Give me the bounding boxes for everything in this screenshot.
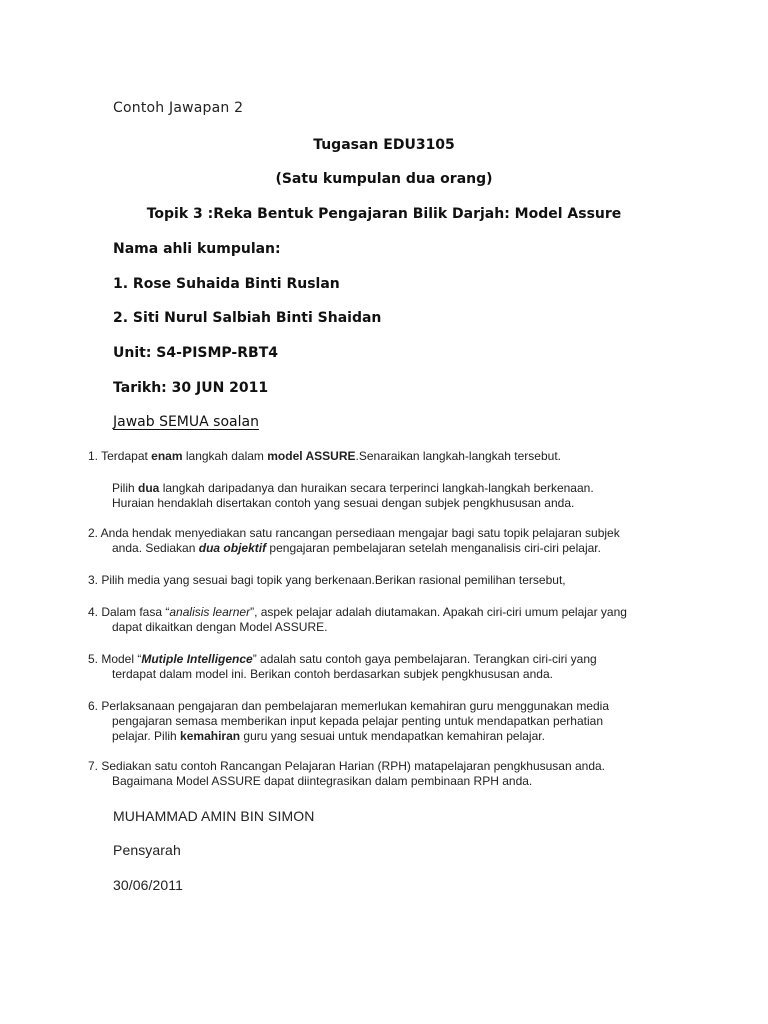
q5-line2: terdapat dalam model ini. Berikan contoh berdasarkan subjek pengkhususan anda.	[112, 667, 553, 681]
q1-bold-1: enam	[151, 449, 183, 463]
q6-line3-prefix: pelajar. Pilih	[112, 729, 181, 743]
q1-middle: langkah dalam	[182, 449, 268, 463]
unit-line: Unit: S4-PISMP-RBT4	[113, 345, 278, 361]
q1-note-line2: Huraian hendaklah disertakan contoh yang sesuai dengan subjek pengkhususan anda.	[112, 496, 575, 510]
q1-suffix: .Senaraikan langkah-langkah tersebut.	[355, 449, 561, 463]
q6-line3-suffix: guru yang sesuai untuk mendapatkan kemahiran pelajar.	[240, 729, 545, 743]
q1-note-line1-suffix: langkah daripadanya dan huraikan secara terperinci langkah-langkah berkenaan.	[159, 481, 594, 495]
q4-line1-suffix: ”, aspek pelajar adalah diutamakan. Apakah ciri-ciri umum pelajar yang	[250, 605, 627, 619]
document-title: Tugasan EDU3105	[313, 137, 455, 153]
q3-line1: 3. Pilih media yang sesuai bagi topik yang berkenaan.Berikan rasional pemilihan tersebut,	[88, 573, 566, 587]
signoff-role: Pensyarah	[113, 842, 181, 858]
document-topic: Topik 3 :Reka Bentuk Pengajaran Bilik Darjah: Model Assure	[146, 206, 622, 222]
q5-line1-bold-italic: Mutiple Intelligence	[141, 652, 253, 666]
question-3	[88, 573, 738, 588]
question-6	[88, 699, 738, 744]
q4-line1-italic: analisis learner	[169, 605, 251, 619]
question-7	[88, 759, 738, 789]
member-1: 1. Rose Suhaida Binti Ruslan	[113, 276, 340, 292]
q1-note-prefix: Pilih	[112, 481, 139, 495]
document-intro: Contoh Jawapan 2	[113, 100, 244, 116]
q2-line2-suffix: pengajaran pembelajaran setelah menganalisis ciri-ciri pelajar.	[266, 541, 601, 555]
question-4	[88, 605, 738, 635]
document-subtitle: (Satu kumpulan dua orang)	[275, 171, 493, 187]
question-2	[88, 526, 738, 556]
signoff-name: MUHAMMAD AMIN BIN SIMON	[113, 808, 315, 824]
q2-line2-prefix: anda. Sediakan	[112, 541, 199, 555]
q4-line2: dapat dikaitkan dengan Model ASSURE.	[112, 620, 328, 634]
member-2: 2. Siti Nurul Salbiah Binti Shaidan	[113, 310, 382, 326]
q1-note-bold: dua	[138, 481, 160, 495]
q7-line2: Bagaimana Model ASSURE dapat diintegrasikan dalam pembinaan RPH anda.	[112, 774, 533, 788]
question-1-note	[112, 481, 732, 511]
date-line: Tarikh: 30 JUN 2011	[113, 380, 269, 396]
q5-line1-prefix: 5. Model “	[88, 652, 142, 666]
q1-prefix: 1. Terdapat	[88, 449, 152, 463]
q1-bold-2: model ASSURE	[267, 449, 356, 463]
q2-line1: 2. Anda hendak menyediakan satu rancangan persediaan mengajar bagi satu topik pelajaran subjek	[88, 526, 620, 540]
q6-line1: 6. Perlaksanaan pengajaran dan pembelajaran memerlukan kemahiran guru menggunakan media	[88, 699, 609, 713]
answer-all-heading: Jawab SEMUA soalan	[113, 414, 259, 430]
signoff-date: 30/06/2011	[113, 877, 184, 893]
q2-line2-bold: dua objektif	[198, 541, 267, 555]
q6-line3-bold: kemahiran	[180, 729, 241, 743]
q6-line2: pengajaran semasa memberikan input kepada pelajar penting untuk mendapatkan perhatian	[112, 714, 603, 728]
question-1	[88, 449, 738, 464]
question-5	[88, 652, 738, 682]
q7-line1: 7. Sediakan satu contoh Rancangan Pelajaran Harian (RPH) matapelajaran pengkhususan anda.	[88, 759, 606, 773]
q4-line1-prefix: 4. Dalam fasa “	[88, 605, 170, 619]
members-heading: Nama ahli kumpulan:	[113, 241, 281, 257]
q5-line1-suffix: ” adalah satu contoh gaya pembelajaran. Terangkan ciri-ciri yang	[252, 652, 597, 666]
